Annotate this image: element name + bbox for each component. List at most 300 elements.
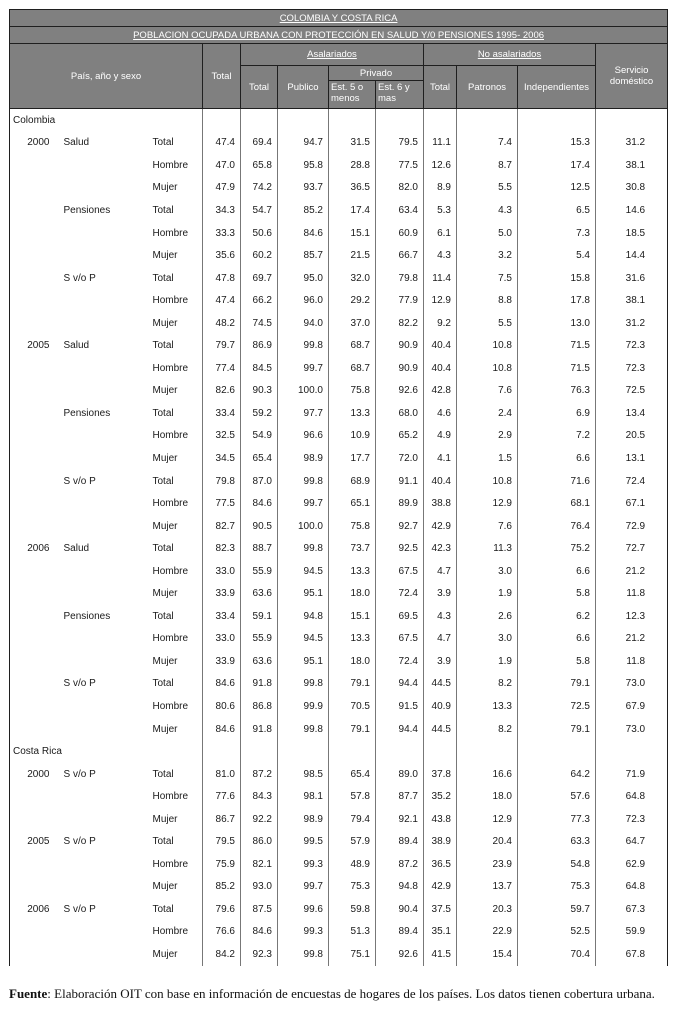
header-est-5-o-menos: Est. 5 o menos [329, 81, 376, 109]
patronos-cell: 5.5 [457, 177, 518, 200]
publico-cell: 99.6 [278, 898, 329, 921]
year-cell [10, 312, 56, 335]
year-cell [10, 628, 56, 651]
publico-cell: 85.7 [278, 244, 329, 267]
est-5-cell: 10.9 [329, 425, 376, 448]
no-asalariados-total-cell: 40.4 [424, 334, 457, 357]
est-6-cell: 89.0 [376, 763, 424, 786]
footnote-text: : Elaboración OIT con base en información de encuestas de hogares de los países. Los datos tienen cobertura urbana. [47, 986, 655, 1001]
independientes-cell: 13.0 [518, 312, 596, 335]
variable-cell [56, 244, 139, 267]
sex-cell: Hombre [152, 791, 189, 803]
table-row [10, 402, 668, 425]
empty-cell [596, 740, 668, 763]
servicio-domestico-cell: 18.5 [596, 222, 668, 245]
variable-cell [56, 853, 139, 876]
variable-cell [56, 289, 139, 312]
year-cell [10, 402, 56, 425]
independientes-cell: 71.5 [518, 357, 596, 380]
sex-cell: Total [152, 272, 174, 284]
empty-cell [203, 109, 241, 132]
asalariados-total-cell: 91.8 [241, 673, 278, 696]
asalariados-total-cell: 82.1 [241, 853, 278, 876]
est-5-cell: 28.8 [329, 154, 376, 177]
table-title: COLOMBIA Y COSTA RICA [10, 10, 668, 27]
servicio-domestico-cell: 59.9 [596, 921, 668, 944]
year-cell [10, 244, 56, 267]
patronos-cell: 18.0 [457, 785, 518, 808]
variable-cell [56, 718, 139, 741]
no-asalariados-total-cell: 43.8 [424, 808, 457, 831]
header-asalariados: Asalariados [241, 44, 424, 66]
asalariados-total-cell: 55.9 [241, 560, 278, 583]
no-asalariados-total-cell: 4.1 [424, 447, 457, 470]
est-5-cell: 65.4 [329, 763, 376, 786]
no-asalariados-total-cell: 44.5 [424, 718, 457, 741]
publico-cell: 97.7 [278, 402, 329, 425]
total-cell: 33.9 [203, 650, 241, 673]
sex-cell: Mujer [152, 182, 178, 194]
est-5-cell: 36.5 [329, 177, 376, 200]
patronos-cell: 2.6 [457, 605, 518, 628]
patronos-cell: 7.6 [457, 380, 518, 403]
independientes-cell: 79.1 [518, 718, 596, 741]
est-5-cell: 13.3 [329, 560, 376, 583]
header-total: Total [203, 44, 241, 109]
asalariados-total-cell: 86.0 [241, 831, 278, 854]
sex-cell: Total [152, 903, 174, 915]
sex-cell: Mujer [152, 949, 178, 960]
servicio-domestico-cell: 21.2 [596, 560, 668, 583]
statistics-table-frame [9, 9, 667, 966]
empty-cell [596, 109, 668, 132]
servicio-domestico-cell: 72.3 [596, 334, 668, 357]
servicio-domestico-cell: 14.6 [596, 199, 668, 222]
no-asalariados-total-cell: 40.4 [424, 357, 457, 380]
table-row [10, 470, 668, 493]
year-cell [10, 470, 56, 493]
servicio-domestico-cell: 21.2 [596, 628, 668, 651]
est-5-cell: 68.9 [329, 470, 376, 493]
publico-cell: 96.6 [278, 425, 329, 448]
est-6-cell: 72.4 [376, 650, 424, 673]
independientes-cell: 5.4 [518, 244, 596, 267]
table-row [10, 628, 668, 651]
year-cell [10, 267, 56, 290]
sex-cell: Mujer [152, 881, 178, 893]
table-subtitle: POBLACION OCUPADA URBANA CON PROTECCIÓN EN SALUD Y/0 PENSIONES 1995- 2006 [10, 27, 668, 44]
table-row [10, 132, 668, 155]
sex-cell: Hombre [152, 633, 189, 645]
sex-cell: Hombre [152, 295, 189, 307]
year-cell [10, 718, 56, 741]
variable-cell [56, 222, 139, 245]
country-name: Costa Rica [10, 740, 203, 763]
servicio-domestico-cell: 64.8 [596, 785, 668, 808]
est-5-cell: 57.9 [329, 831, 376, 854]
table-row [10, 199, 668, 222]
table-row [10, 537, 668, 560]
year-cell [10, 357, 56, 380]
no-asalariados-total-cell: 42.3 [424, 537, 457, 560]
independientes-cell: 6.2 [518, 605, 596, 628]
independientes-cell: 79.1 [518, 673, 596, 696]
empty-cell [278, 740, 329, 763]
asalariados-total-cell: 69.4 [241, 132, 278, 155]
servicio-domestico-cell: 11.8 [596, 582, 668, 605]
total-cell: 34.5 [203, 447, 241, 470]
no-asalariados-total-cell: 35.2 [424, 785, 457, 808]
publico-cell: 93.7 [278, 177, 329, 200]
total-cell: 77.6 [203, 785, 241, 808]
est-6-cell: 94.4 [376, 673, 424, 696]
independientes-cell: 64.2 [518, 763, 596, 786]
publico-cell: 94.5 [278, 560, 329, 583]
table-row [10, 831, 668, 854]
publico-cell: 99.3 [278, 853, 329, 876]
publico-cell: 98.5 [278, 763, 329, 786]
total-cell: 75.9 [203, 853, 241, 876]
patronos-cell: 12.9 [457, 808, 518, 831]
total-cell: 33.3 [203, 222, 241, 245]
header-publico: Publico [278, 66, 329, 109]
servicio-domestico-cell: 72.5 [596, 380, 668, 403]
servicio-domestico-cell: 62.9 [596, 853, 668, 876]
asalariados-total-cell: 74.2 [241, 177, 278, 200]
empty-cell [424, 740, 457, 763]
variable-cell [56, 447, 139, 470]
total-cell: 47.8 [203, 267, 241, 290]
total-cell: 84.6 [203, 718, 241, 741]
year-cell [10, 808, 56, 831]
no-asalariados-total-cell: 4.3 [424, 244, 457, 267]
table-row [10, 921, 668, 944]
independientes-cell: 57.6 [518, 785, 596, 808]
sex-cell: Hombre [152, 362, 189, 374]
variable-cell: S v/o P [63, 272, 96, 284]
table-row [10, 380, 668, 403]
table-row [10, 244, 668, 267]
est-6-cell: 92.5 [376, 537, 424, 560]
publico-cell: 99.5 [278, 831, 329, 854]
independientes-cell: 68.1 [518, 492, 596, 515]
servicio-domestico-cell: 72.3 [596, 808, 668, 831]
publico-cell: 96.0 [278, 289, 329, 312]
est-5-cell: 75.8 [329, 515, 376, 538]
year-cell [10, 785, 56, 808]
header-no-asalariados-total: Total [424, 66, 457, 109]
table-row [10, 763, 668, 786]
variable-cell [56, 154, 139, 177]
patronos-cell: 20.4 [457, 831, 518, 854]
total-cell: 82.7 [203, 515, 241, 538]
servicio-domestico-cell: 64.7 [596, 831, 668, 854]
est-5-cell: 17.4 [329, 199, 376, 222]
est-5-cell: 51.3 [329, 921, 376, 944]
independientes-cell: 54.8 [518, 853, 596, 876]
total-cell: 84.2 [203, 943, 241, 966]
asalariados-total-cell: 63.6 [241, 650, 278, 673]
asalariados-total-cell: 84.6 [241, 921, 278, 944]
patronos-cell: 8.2 [457, 673, 518, 696]
total-cell: 33.0 [203, 560, 241, 583]
no-asalariados-total-cell: 37.5 [424, 898, 457, 921]
servicio-domestico-cell: 71.9 [596, 763, 668, 786]
publico-cell: 98.9 [278, 447, 329, 470]
year-cell [10, 650, 56, 673]
patronos-cell: 3.0 [457, 628, 518, 651]
table-row [10, 876, 668, 899]
independientes-cell: 17.4 [518, 154, 596, 177]
header-privado: Privado [329, 66, 424, 81]
variable-cell [56, 650, 139, 673]
table-row [10, 853, 668, 876]
est-6-cell: 77.9 [376, 289, 424, 312]
table-row [10, 695, 668, 718]
independientes-cell: 6.6 [518, 447, 596, 470]
year-cell [10, 515, 56, 538]
asalariados-total-cell: 59.1 [241, 605, 278, 628]
asalariados-total-cell: 54.9 [241, 425, 278, 448]
sex-cell: Mujer [152, 250, 178, 262]
servicio-domestico-cell: 72.3 [596, 357, 668, 380]
independientes-cell: 5.8 [518, 582, 596, 605]
publico-cell: 99.8 [278, 673, 329, 696]
est-5-cell: 75.1 [329, 943, 376, 966]
no-asalariados-total-cell: 41.5 [424, 943, 457, 966]
sex-cell: Hombre [152, 498, 189, 510]
est-6-cell: 82.0 [376, 177, 424, 200]
total-cell: 76.6 [203, 921, 241, 944]
table-row [10, 808, 668, 831]
variable-cell [56, 177, 139, 200]
patronos-cell: 1.5 [457, 447, 518, 470]
no-asalariados-total-cell: 44.5 [424, 673, 457, 696]
table-row [10, 515, 668, 538]
publico-cell: 99.8 [278, 537, 329, 560]
sex-cell: Mujer [152, 385, 178, 397]
patronos-cell: 10.8 [457, 334, 518, 357]
servicio-domestico-cell: 72.4 [596, 470, 668, 493]
total-cell: 77.4 [203, 357, 241, 380]
sex-cell: Total [152, 543, 174, 555]
independientes-cell: 75.2 [518, 537, 596, 560]
total-cell: 82.6 [203, 380, 241, 403]
servicio-domestico-cell: 73.0 [596, 673, 668, 696]
est-6-cell: 77.5 [376, 154, 424, 177]
asalariados-total-cell: 65.4 [241, 447, 278, 470]
year-cell [10, 199, 56, 222]
total-cell: 84.6 [203, 673, 241, 696]
publico-cell: 99.8 [278, 943, 329, 966]
est-5-cell: 75.3 [329, 876, 376, 899]
year-cell [10, 492, 56, 515]
table-row [10, 267, 668, 290]
patronos-cell: 11.3 [457, 537, 518, 560]
est-6-cell: 92.6 [376, 943, 424, 966]
variable-cell: Salud [63, 137, 90, 149]
asalariados-total-cell: 54.7 [241, 199, 278, 222]
table-row [10, 289, 668, 312]
total-cell: 48.2 [203, 312, 241, 335]
independientes-cell: 59.7 [518, 898, 596, 921]
sex-cell: Total [152, 475, 174, 487]
table-row [10, 718, 668, 741]
table-body [10, 109, 668, 966]
publico-cell: 84.6 [278, 222, 329, 245]
variable-cell: S v/o P [63, 836, 96, 848]
est-6-cell: 79.8 [376, 267, 424, 290]
no-asalariados-total-cell: 5.3 [424, 199, 457, 222]
independientes-cell: 63.3 [518, 831, 596, 854]
sex-cell: Mujer [152, 452, 178, 464]
total-cell: 32.5 [203, 425, 241, 448]
est-6-cell: 72.0 [376, 447, 424, 470]
est-5-cell: 48.9 [329, 853, 376, 876]
patronos-cell: 15.4 [457, 943, 518, 966]
variable-cell: S v/o P [63, 475, 96, 487]
est-6-cell: 87.7 [376, 785, 424, 808]
independientes-cell: 75.3 [518, 876, 596, 899]
publico-cell: 99.9 [278, 695, 329, 718]
variable-cell: S v/o P [63, 903, 96, 915]
independientes-cell: 71.6 [518, 470, 596, 493]
empty-cell [518, 740, 596, 763]
table-row [10, 334, 668, 357]
sex-cell: Mujer [152, 723, 178, 735]
asalariados-total-cell: 87.2 [241, 763, 278, 786]
variable-cell [56, 492, 139, 515]
variable-cell [56, 560, 139, 583]
sex-cell: Total [152, 137, 174, 149]
empty-cell [203, 740, 241, 763]
publico-cell: 94.7 [278, 132, 329, 155]
asalariados-total-cell: 92.3 [241, 943, 278, 966]
source-footnote [9, 986, 679, 1001]
asalariados-total-cell: 86.9 [241, 334, 278, 357]
total-cell: 47.4 [203, 289, 241, 312]
independientes-cell: 71.5 [518, 334, 596, 357]
year-cell: 2000 [10, 763, 56, 786]
header-pais: País, año y sexo [10, 44, 203, 109]
header-servicio-domestico: Servicio doméstico [596, 44, 668, 109]
sex-cell: Hombre [152, 700, 189, 712]
sex-cell: Total [152, 407, 174, 419]
est-5-cell: 59.8 [329, 898, 376, 921]
table-row [10, 605, 668, 628]
publico-cell: 99.3 [278, 921, 329, 944]
est-5-cell: 68.7 [329, 334, 376, 357]
year-cell [10, 380, 56, 403]
variable-cell: Salud [63, 340, 90, 352]
variable-cell [56, 808, 139, 831]
year-cell: 2005 [10, 334, 56, 357]
asalariados-total-cell: 55.9 [241, 628, 278, 651]
asalariados-total-cell: 86.8 [241, 695, 278, 718]
publico-cell: 98.9 [278, 808, 329, 831]
est-6-cell: 82.2 [376, 312, 424, 335]
variable-cell [56, 628, 139, 651]
total-cell: 80.6 [203, 695, 241, 718]
sex-cell: Hombre [152, 858, 189, 870]
header-independientes: Independientes [518, 66, 596, 109]
est-6-cell: 69.5 [376, 605, 424, 628]
sex-cell: Total [152, 768, 174, 780]
publico-cell: 100.0 [278, 515, 329, 538]
table-row [10, 650, 668, 673]
patronos-cell: 16.6 [457, 763, 518, 786]
independientes-cell: 15.8 [518, 267, 596, 290]
est-6-cell: 92.6 [376, 380, 424, 403]
total-cell: 35.6 [203, 244, 241, 267]
table-row [10, 560, 668, 583]
table-row [10, 673, 668, 696]
variable-cell [56, 380, 139, 403]
year-cell: 2005 [10, 831, 56, 854]
est-6-cell: 90.9 [376, 357, 424, 380]
patronos-cell: 7.4 [457, 132, 518, 155]
table-row [10, 582, 668, 605]
est-5-cell: 18.0 [329, 650, 376, 673]
year-cell [10, 876, 56, 899]
header-patronos: Patronos [457, 66, 518, 109]
empty-cell [329, 109, 376, 132]
table-row [10, 447, 668, 470]
no-asalariados-total-cell: 12.6 [424, 154, 457, 177]
table-row [10, 943, 668, 966]
table-row [10, 785, 668, 808]
no-asalariados-total-cell: 36.5 [424, 853, 457, 876]
variable-cell [56, 943, 139, 966]
patronos-cell: 1.9 [457, 650, 518, 673]
total-cell: 85.2 [203, 876, 241, 899]
patronos-cell: 23.9 [457, 853, 518, 876]
publico-cell: 94.8 [278, 605, 329, 628]
sex-cell: Total [152, 204, 174, 216]
est-6-cell: 60.9 [376, 222, 424, 245]
est-5-cell: 32.0 [329, 267, 376, 290]
sex-cell: Hombre [152, 430, 189, 442]
independientes-cell: 7.2 [518, 425, 596, 448]
year-cell [10, 695, 56, 718]
asalariados-total-cell: 63.6 [241, 582, 278, 605]
servicio-domestico-cell: 72.7 [596, 537, 668, 560]
asalariados-total-cell: 50.6 [241, 222, 278, 245]
est-5-cell: 21.5 [329, 244, 376, 267]
asalariados-total-cell: 84.3 [241, 785, 278, 808]
est-6-cell: 91.1 [376, 470, 424, 493]
empty-cell [457, 740, 518, 763]
independientes-cell: 6.9 [518, 402, 596, 425]
country-name: Colombia [10, 109, 203, 132]
no-asalariados-total-cell: 42.9 [424, 515, 457, 538]
est-6-cell: 67.5 [376, 560, 424, 583]
header-asalariados-total: Total [241, 66, 278, 109]
sex-cell: Hombre [152, 565, 189, 577]
servicio-domestico-cell: 38.1 [596, 154, 668, 177]
table-row [10, 177, 668, 200]
total-cell: 79.6 [203, 898, 241, 921]
est-6-cell: 63.4 [376, 199, 424, 222]
sex-cell: Mujer [152, 317, 178, 329]
asalariados-total-cell: 84.5 [241, 357, 278, 380]
independientes-cell: 72.5 [518, 695, 596, 718]
year-cell [10, 582, 56, 605]
asalariados-total-cell: 65.8 [241, 154, 278, 177]
asalariados-total-cell: 87.0 [241, 470, 278, 493]
est-5-cell: 79.4 [329, 808, 376, 831]
patronos-cell: 3.2 [457, 244, 518, 267]
